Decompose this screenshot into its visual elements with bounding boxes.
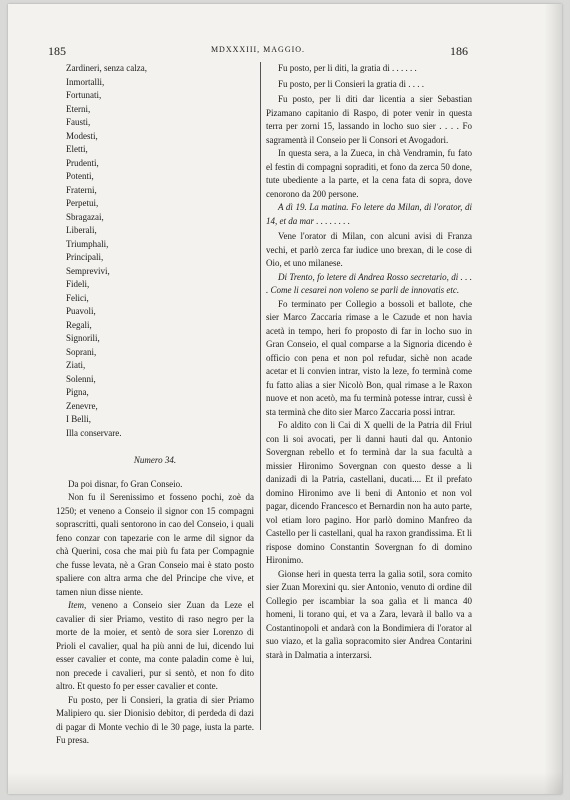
paragraph: Fu posto, per li diti dar licentia a sier Sebastian Pizamano capitanio di Raspo, di poter venir in questa terra per zorni 15, lassando in locho suo sier . . . . Fo sagramentà il Conseio per li Consori et Avogadori. bbox=[266, 94, 472, 145]
paragraph: A dì 19. La matina. Fo letere da Milan, di l'orator, di 14, et da mar . . . . . . . . bbox=[266, 202, 472, 226]
paragraph bbox=[56, 599, 254, 694]
right-column bbox=[266, 62, 472, 662]
paragraph: Fo aldito con li Cai di X quelli de la Patria dil Friul con li soi avocati, per li danni hauti dal qu. Antonio Sovergnan rebello et fo terminà dar la sua facultà a missier Hironimo Sovergnan con questo desse a li danizadi di la Patria, castellani, ducati.... Et il prefato domino Hironimo ave li beni di Antonio et non vol pagar, dicendo Francesco et Bernardin non ha auto parte, vol etiam loro pagino. Hor parlò domino Manfreo da Castello per li castellani, qual ha raxon grandissima. Et li rispose domino Constantin Sovergnan fo di domino Hironimo. bbox=[266, 420, 472, 565]
paragraph: Fu posto, per li diti, la gratia di . . . . . . bbox=[278, 63, 417, 73]
list-item: Puavoli, bbox=[66, 306, 96, 316]
paragraph: In questa sera, a la Zueca, in chà Vendramin, fu fato el festin di compagni sopraditi, et fono da zerca 50 done, tute ubediente a la parte, et la cena fata di sopra, dove cenorono da 200 persone. bbox=[266, 148, 472, 199]
paragraph: Non fu il Serenissimo et fosseno pochi, zoè da 1250; et veneno a Conseio il signor con 15 compagni soprascritti, quali sentorono in cao del Conseio, i quali feno conzar con tapezarie con le arme dil signor da chà Querini, cosa che mai più fu fata per Compagnie che fusse levata, nè a Gran Conseio mai è stato posto spaliere con altra arma che del Principe che vive, et tamen niun disse niente. bbox=[56, 492, 254, 597]
list-item: Semprevivi, bbox=[66, 265, 110, 276]
list-item: Felici, bbox=[66, 292, 89, 303]
list-item: Fortunati, bbox=[66, 90, 102, 100]
list-item: Perpetui, bbox=[66, 198, 99, 208]
left-column bbox=[56, 62, 254, 748]
list-item: Ziati, bbox=[66, 360, 86, 370]
page-number-left: 185 bbox=[48, 44, 66, 58]
list-item: Principali, bbox=[66, 252, 104, 262]
list-item: Signorili, bbox=[66, 333, 100, 343]
running-title: MDXXXIII, MAGGIO. bbox=[210, 45, 306, 54]
list-item: Soprani, bbox=[66, 346, 97, 357]
list-item: Pigna, bbox=[66, 387, 89, 397]
list-item: Zardineri, senza calza, bbox=[66, 63, 147, 73]
paragraph: Fu posto, per li Consieri la gratia di . . . . bbox=[278, 78, 424, 89]
list-item: Potenti, bbox=[66, 171, 94, 181]
list-item: Fideli, bbox=[66, 279, 90, 289]
list-item: Sbragazai, bbox=[66, 211, 104, 222]
list-item: Illa conservare. bbox=[66, 427, 122, 438]
list-item: Fausti, bbox=[66, 117, 91, 127]
company-names-list bbox=[66, 62, 254, 440]
page-header bbox=[48, 44, 468, 60]
page-bottom-shadow bbox=[8, 772, 562, 794]
column-divider bbox=[260, 62, 261, 730]
list-item: Liberali, bbox=[66, 225, 97, 235]
list-item: Solenni, bbox=[66, 373, 96, 384]
paragraph-text: veneno a Conseio sier Zuan da Leze el cavalier di sier Priamo, vestito di raso negro per la morte de la moier, et sentò de sora sier Lorenzo di Prioli el cavalier, qual ha più anni de lui, dicendo lui esser cavalier et conte, ma conte paladin come è lui, non precede i cavalieri, pur si sentò, et non fo dito altro. Et questo fo per esser cavalier et conte. bbox=[56, 600, 254, 691]
italic-lead: Item, bbox=[68, 600, 87, 610]
paragraph: Gionse heri in questa terra la galìa sotil, sora comito sier Zuan Morexini qu. sier Antonio, venuto di ordine dil Collegio per iscambiar la soa galìa et li manca 40 homeni, li torano qui, et va a Zara, levarà il ballo va a Costantinopoli et andarà con la Bondimiera di l'orator al suo viazo, et la galìa sopracomito sier Andrea Contarini starà in Dalmatia a interzarsi. bbox=[266, 568, 472, 660]
paragraph: Fu posto, per li Consieri, la gratia di sier Priamo Malipiero qu. sier Dionisio debitor, di perdeda di dazi di pagar di Monte vechio di le 30 page, iusta la parte. Fu presa. bbox=[56, 694, 254, 745]
paragraph: Fo terminato per Collegio a bossoli et ballote, che sier Marco Zaccaria rimase a le Cazude et non havia acetà in tempo, heri fo proposto di far in locho suo in Gran Conseio, el qual comparse a la Signoria dicendo è officio con pena et non pol refudar, sichè non acade acetar et li convien intrar, visto la leze, fo terminà come fu fatto alias a sier Nicolò Bon, qual rimase a le Raxon nuove et non acetò, ma fu terminà potesse intrar, cussì è sta terminà che dito sier Marco Zaccaria possi intrar. bbox=[266, 298, 472, 417]
list-item: Modesti, bbox=[66, 130, 98, 141]
list-item: Zenevre, bbox=[66, 400, 98, 411]
page-gutter-shadow bbox=[544, 4, 562, 794]
book-page bbox=[8, 4, 562, 794]
list-item: Fraterni, bbox=[66, 184, 97, 195]
paragraph: Vene l'orator di Milan, con alcuni avisi di Franza vechi, et parlò zerca far iudice uno brexan, di le cose di Oio, et uno milanese. bbox=[266, 231, 472, 268]
paragraph: Da poi disnar, fo Gran Conseio. bbox=[68, 478, 183, 489]
list-item: Inmortalli, bbox=[66, 76, 105, 87]
list-item: I Belli, bbox=[66, 414, 91, 424]
list-item: Eterni, bbox=[66, 103, 91, 114]
paragraph: Di Trento, fo letere di Andrea Rosso secretario, di . . . . Come li cesarei non voleno se parli de innovatis etc. bbox=[266, 271, 472, 295]
section-title: Numero 34. bbox=[133, 455, 177, 465]
page-number-right: 186 bbox=[450, 44, 468, 58]
list-item: Triumphali, bbox=[66, 238, 109, 249]
list-item: Prudenti, bbox=[66, 157, 99, 168]
list-item: Eletti, bbox=[66, 144, 88, 154]
list-item: Regali, bbox=[66, 319, 92, 330]
